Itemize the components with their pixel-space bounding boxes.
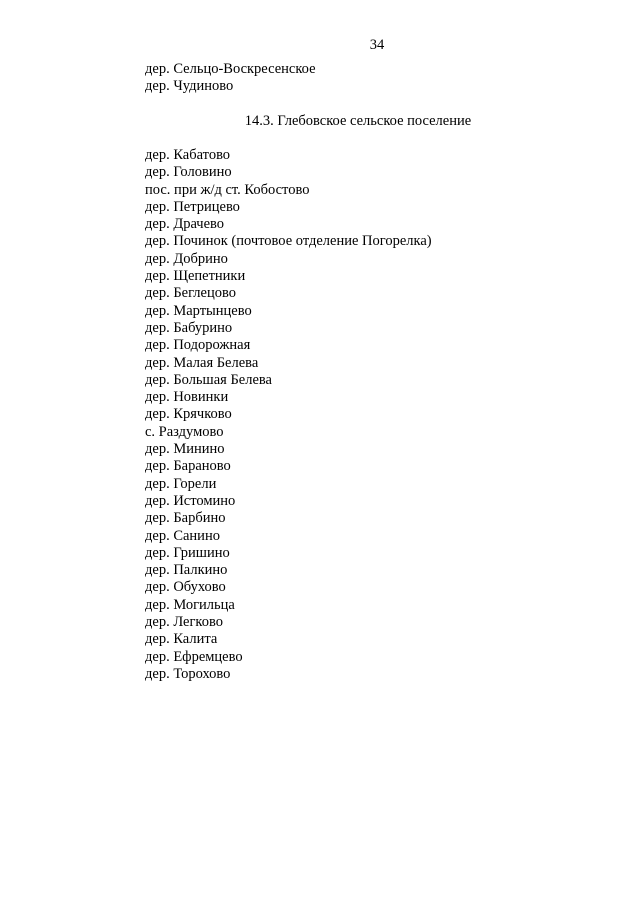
list-item: дер. Добрино (145, 250, 228, 267)
list-item: дер. Мартынцево (145, 302, 252, 319)
list-item: дер. Могильца (145, 596, 235, 613)
list-item: дер. Барбино (145, 510, 226, 527)
list-item: с. Раздумово (145, 423, 224, 440)
list-item: дер. Истомино (145, 492, 236, 509)
list-item: пос. при ж/д ст. Кобостово (145, 181, 310, 198)
list-item: дер. Бараново (145, 458, 231, 475)
list-item: дер. Гришино (145, 544, 230, 561)
list-item: дер. Бабурино (145, 319, 233, 336)
list-item: дер. Драчево (145, 216, 225, 233)
list-item: дер. Новинки (145, 389, 229, 406)
list-item: дер. Подорожная (145, 337, 251, 354)
list-item: дер. Сельцо-Воскресенское (145, 61, 316, 77)
list-item: дер. Обухово (145, 579, 226, 596)
settlement-list (145, 147, 432, 683)
list-item: дер. Починок (почтовое отделение Погорелка) (145, 233, 432, 250)
list-item: дер. Чудиново (145, 78, 234, 95)
list-item: дер. Палкино (145, 562, 228, 579)
list-item: дер. Крячково (145, 406, 232, 423)
list-item: дер. Горели (145, 475, 217, 492)
page-number: 34 (369, 37, 385, 53)
section-heading: 14.3. Глебовское сельское поселение (244, 113, 472, 129)
list-item: дер. Щепетники (145, 268, 246, 285)
list-item: дер. Беглецово (145, 285, 236, 302)
settlement-list-continued (145, 61, 316, 96)
list-item: дер. Головино (145, 164, 232, 181)
list-item: дер. Калита (145, 631, 218, 648)
list-item: дер. Петрицево (145, 198, 240, 215)
list-item: дер. Большая Белева (145, 371, 272, 388)
list-item: дер. Легково (145, 614, 223, 631)
list-item: дер. Кабатово (145, 147, 231, 163)
list-item: дер. Минино (145, 441, 225, 458)
list-item: дер. Санино (145, 527, 220, 544)
list-item: дер. Торохово (145, 665, 231, 682)
list-item: дер. Малая Белева (145, 354, 259, 371)
list-item: дер. Ефремцево (145, 648, 243, 665)
